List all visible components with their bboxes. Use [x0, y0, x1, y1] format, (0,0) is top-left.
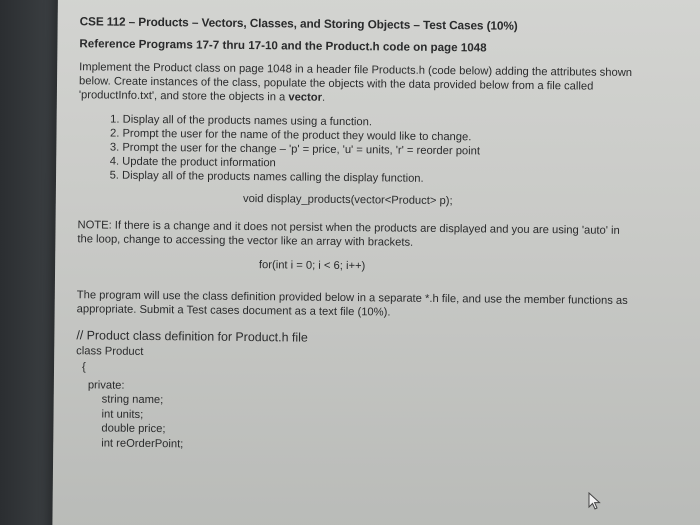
class-paragraph: The program will use the class definition provided below in a separate *.h file, and use the member functions as appropriate. Submit a Test cases document as a text file (10%).: [76, 289, 628, 319]
open-brace: {: [81, 361, 86, 374]
task-item: 5. Display all of the products names calling the display function.: [122, 169, 688, 189]
intro-paragraph: [79, 60, 639, 108]
mouse-pointer-icon: [588, 492, 602, 510]
member-name: string name;: [101, 393, 164, 407]
display-function-signature: void display_products(vector<Product> p);: [242, 192, 453, 208]
note-paragraph: NOTE: If there is a change and it does not persist when the products are displayed and you are using 'auto' in the loop, change to accessing the vector like an array with brackets.: [77, 219, 620, 249]
paper-sheet: [52, 0, 700, 525]
code-comment: // Product class definition for Product.h file: [76, 328, 308, 345]
member-price: double price;: [101, 422, 166, 436]
access-specifier: private:: [87, 379, 125, 392]
member-reorder-point: int reOrderPoint;: [101, 436, 184, 450]
task-item: 1. Display all of the products names using a function.: [123, 113, 689, 133]
intro-text: Implement the Product class on page 1048 in a header file Products.h (code below) adding the attributes shown below. Create instances of the class, populate the objects with the data provided below from a file called 'productInfo.txt', and store the objects in a: [78, 61, 633, 104]
class-declaration: class Product: [76, 345, 144, 358]
task-list: [108, 113, 689, 189]
member-units: int units;: [101, 407, 144, 421]
loop-code: for(int i = 0; i < 6; i++): [258, 259, 366, 273]
intro-end: .: [321, 91, 326, 104]
intro-bold-vector: vector: [288, 91, 323, 104]
assignment-page: [75, 14, 690, 456]
reference-line: Reference Programs 17-7 thru 17-10 and the Product.h code on page 1048: [79, 37, 487, 55]
assignment-title: CSE 112 – Products – Vectors, Classes, and Storing Objects – Test Cases (10%): [79, 14, 518, 33]
task-item: 2. Prompt the user for the name of the product they would like to change.: [122, 127, 688, 147]
task-item: 3. Prompt the user for the change – 'p' = price, 'u' = units, 'r' = reorder point: [122, 141, 688, 161]
task-item: 4. Update the product information: [122, 155, 688, 175]
